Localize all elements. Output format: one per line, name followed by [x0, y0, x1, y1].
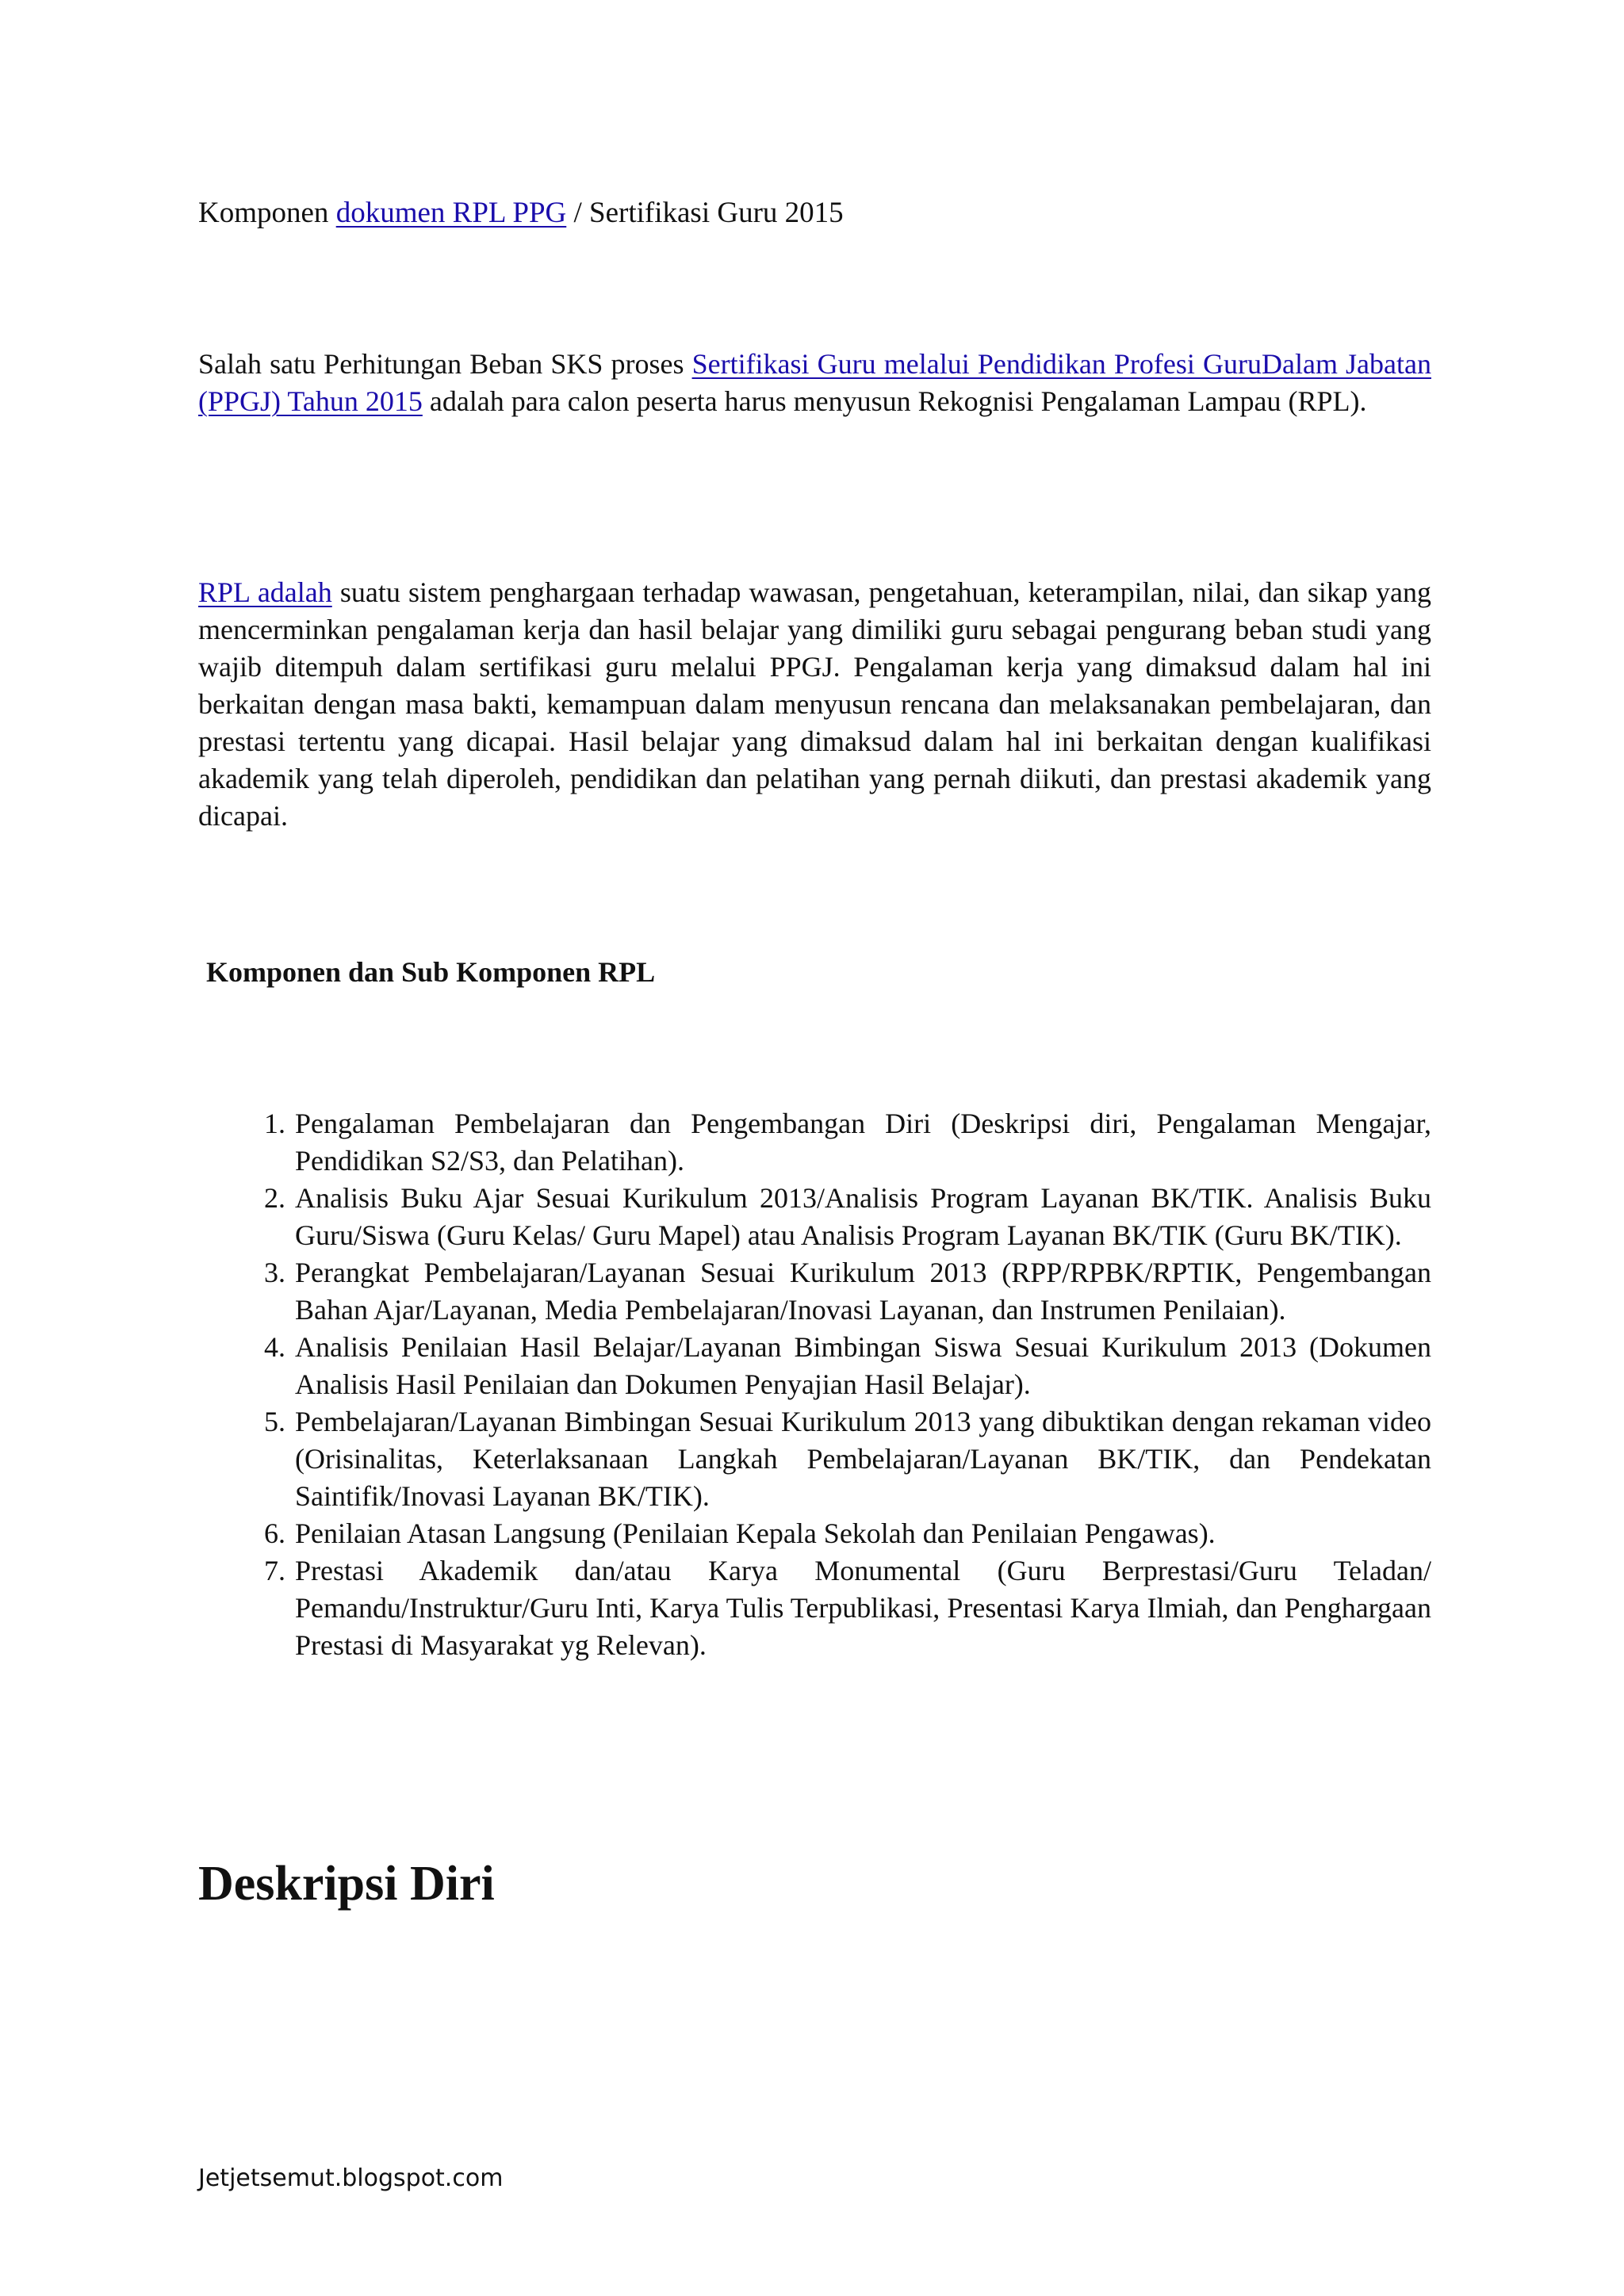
list-item-text: Analisis Buku Ajar Sesuai Kurikulum 2013/Analisis Program Layanan BK/TIK. Analisis Buku Guru/Siswa (Guru Kelas/ Guru Mapel) atau Analisis Program Layanan BK/TIK (Guru BK/TIK). — [295, 1182, 1431, 1251]
list-item-number: 4. — [264, 1331, 285, 1363]
para2-text: suatu sistem penghargaan terhadap wawasan, pengetahuan, keterampilan, nilai, dan sikap yang mencerminkan pengalaman kerja dan hasil belajar yang dimiliki guru sebagai pengurang beban studi yang wajib ditempuh dalam sertifikasi guru melalui PPGJ. Pengalaman kerja yang dimaksud dalam hal ini berkaitan dengan masa bakti, kemampuan dalam menyusun rencana dan melaksanakan pembelajaran, dan prestasi tertentu yang dicapai. Hasil belajar yang dimaksud dalam hal ini berkaitan dengan kualifikasi akademik yang telah diperoleh, pendidikan dan pelatihan yang pernah diikuti, dan prestasi akademik yang dicapai. — [198, 576, 1431, 832]
list-item-number: 2. — [264, 1182, 285, 1214]
list-item — [264, 1105, 1431, 1180]
list-item-number: 6. — [264, 1517, 285, 1549]
list-item-number: 5. — [264, 1406, 285, 1437]
list-item-text: Pengalaman Pembelajaran dan Pengembangan Diri (Deskripsi diri, Pengalaman Mengajar, Pendidikan S2/S3, dan Pelatihan). — [295, 1108, 1431, 1177]
list-item-text: Prestasi Akademik dan/atau Karya Monumental (Guru Berprestasi/Guru Teladan/ Pemandu/Instruktur/Guru Inti, Karya Tulis Terpublikasi, Presentasi Karya Ilmiah, dan Penghargaan Prestasi di Masyarakat yg Relevan). — [295, 1555, 1431, 1661]
section-subheading: Komponen dan Sub Komponen RPL — [206, 956, 656, 988]
para1-suffix: adalah para calon peserta harus menyusun Rekognisi Pengalaman Lampau (RPL). — [422, 385, 1367, 417]
para2-link-rpl-adalah[interactable]: RPL adalah — [198, 576, 332, 608]
list-item-number: 1. — [264, 1108, 285, 1139]
list-item-text: Pembelajaran/Layanan Bimbingan Sesuai Kurikulum 2013 yang dibuktikan dengan rekaman video (Orisinalitas, Keterlaksanaan Langkah Pembelajaran/Layanan BK/TIK, dan Pendekatan Saintifik/Inovasi Layanan BK/TIK). — [295, 1406, 1431, 1512]
list-item — [264, 1180, 1431, 1254]
rpl-component-list — [264, 1105, 1431, 1664]
title-suffix: / Sertifikasi Guru 2015 — [566, 197, 844, 229]
list-item-number: 3. — [264, 1257, 285, 1288]
rpl-definition-paragraph — [198, 574, 1431, 835]
list-item-text: Penilaian Atasan Langsung (Penilaian Kepala Sekolah dan Penilaian Pengawas). — [295, 1517, 1216, 1549]
para1-prefix: Salah satu Perhitungan Beban SKS proses — [198, 348, 692, 380]
page-footer: Jetjetsemut.blogspot.com — [198, 2164, 504, 2192]
title-link-dokumen-rpl-ppg[interactable]: dokumen RPL PPG — [335, 197, 567, 229]
list-item — [264, 1254, 1431, 1329]
section-heading-deskripsi-diri: Deskripsi Diri — [198, 1857, 495, 1911]
list-item — [264, 1403, 1431, 1515]
list-item — [264, 1329, 1431, 1403]
title-prefix: Komponen — [198, 197, 336, 229]
para1-link-sertifikasi-guru[interactable]: Sertifikasi Guru melalui Pendidikan Profesi GuruDalam Jabatan (PPGJ) Tahun 2015 — [198, 348, 1431, 417]
document-title — [198, 193, 1431, 233]
list-item — [264, 1552, 1431, 1664]
list-item-text: Perangkat Pembelajaran/Layanan Sesuai Kurikulum 2013 (RPP/RPBK/RPTIK, Pengembangan Bahan Ajar/Layanan, Media Pembelajaran/Inovasi Layanan, dan Instrumen Penilaian). — [295, 1257, 1431, 1326]
list-item — [264, 1515, 1431, 1552]
intro-paragraph — [198, 346, 1431, 420]
list-item-number: 7. — [264, 1555, 285, 1586]
list-item-text: Analisis Penilaian Hasil Belajar/Layanan Bimbingan Siswa Sesuai Kurikulum 2013 (Dokumen Analisis Hasil Penilaian dan Dokumen Penyajian Hasil Belajar). — [295, 1331, 1431, 1400]
